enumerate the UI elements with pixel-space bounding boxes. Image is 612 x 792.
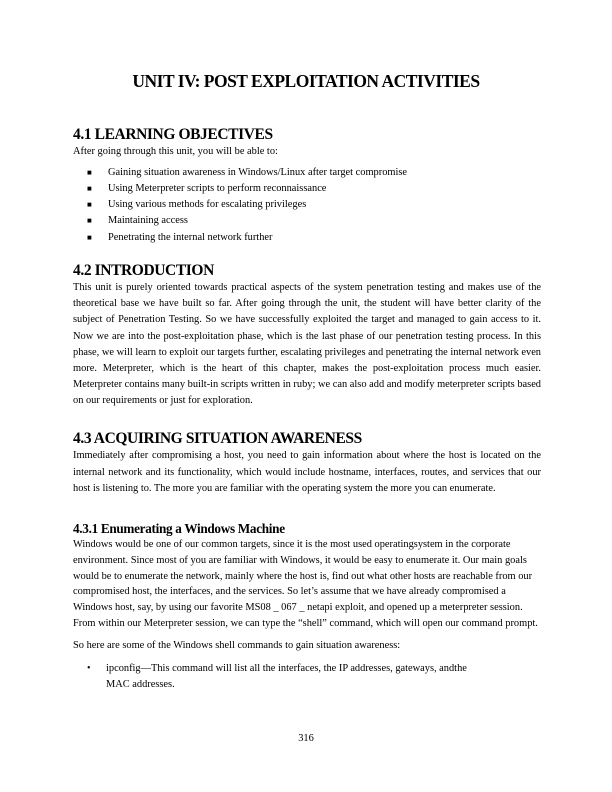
list-item-text: Maintaining access — [108, 215, 188, 227]
shell-commands-list — [73, 661, 541, 693]
list-item-text: Using Meterpreter scripts to perform reconnaissance — [108, 183, 327, 194]
list-item — [73, 230, 541, 246]
enumerating-windows-paragraph: Windows would be one of our common targets, since it is the most used operatingsystem in the corporate environment. Since most of you are familiar with Windows, it would be easy to enumerate it. Our main goals would be to enumerate the network, mainly where the host is, find out what other hosts are reachable from our compromised host, the interfaces, and the services. So let’s assume that we have already compromised a Windows host, say, by using our favorite MS08 _ 067 _ netapi exploit, and opened up a meterpreter session. From within our Meterpreter session, we can type the “shell” command, which will open our command prompt. — [73, 539, 538, 629]
section-heading-4-3-1: 4.3.1 Enumerating a Windows Machine — [73, 521, 285, 536]
section-learning-objectives — [73, 126, 541, 246]
page-number: 316 — [298, 733, 314, 744]
shell-commands-lead: So here are some of the Windows shell commands to gain situation awareness: — [73, 639, 401, 651]
bullet-icon: ■ — [87, 232, 92, 242]
section-heading-4-2: 4.2 INTRODUCTION — [73, 262, 214, 279]
bullet-icon: ■ — [87, 200, 92, 210]
list-item-text: Gaining situation awareness in Windows/Linux after target compromise — [108, 166, 408, 178]
bullet-icon: ■ — [87, 167, 92, 177]
introduction-paragraph: This unit is purely oriented towards practical aspects of the system penetration testing and makes use of the theoretical base we have built so far. After going through the unit, the student will have better clarity of the subject of Penetration Testing. So we have successfully exploited the target and managed to gain access to it. Now we are into the post-exploitation phase, which is the last phase of our penetration testing process. In this phase, we will learn to exploit our targets further, escalating privileges and penetrating the internal network even more. Meterpreter, which is the heart of this chapter, makes the post-exploitation process much easier. Meterpreter contains many built-in scripts written in ruby; we can also add and modify meterpreter scripts based on our requirements or just for exploration. — [73, 282, 541, 407]
objectives-list — [73, 165, 541, 246]
unit-title: UNIT IV: POST EXPLOITATION ACTIVITIES — [132, 71, 480, 91]
list-item — [73, 165, 541, 181]
list-item — [73, 661, 541, 693]
situation-awareness-paragraph: Immediately after compromising a host, you need to gain information about where the host is located on the internal network and its functionality, which would include hostname, interfaces, routes, and services that our host is listening to. The more you are familiar with the operating system the more you can enumerate. — [73, 450, 541, 495]
list-item-text: Using various methods for escalating privileges — [108, 199, 307, 211]
section-enumerating-windows — [73, 520, 541, 693]
list-item — [73, 181, 541, 197]
list-item-text: Penetrating the internal network further — [108, 231, 273, 243]
section-introduction — [73, 262, 541, 410]
section-situation-awareness — [73, 430, 541, 498]
bullet-icon: ■ — [87, 184, 92, 193]
section-heading-4-1: 4.1 LEARNING OBJECTIVES — [73, 126, 273, 143]
section-heading-4-3: 4.3 ACQUIRING SITUATION AWARENESS — [73, 430, 362, 447]
list-item — [73, 213, 541, 229]
bullet-icon: • — [87, 662, 91, 674]
list-item-text: ipconfig—This command will list all the interfaces, the IP addresses, gateways, andthe MAC addresses. — [106, 662, 467, 690]
bullet-icon: ■ — [87, 216, 92, 226]
objectives-intro: After going through this unit, you will be able to: — [73, 146, 278, 157]
list-item — [73, 197, 541, 213]
